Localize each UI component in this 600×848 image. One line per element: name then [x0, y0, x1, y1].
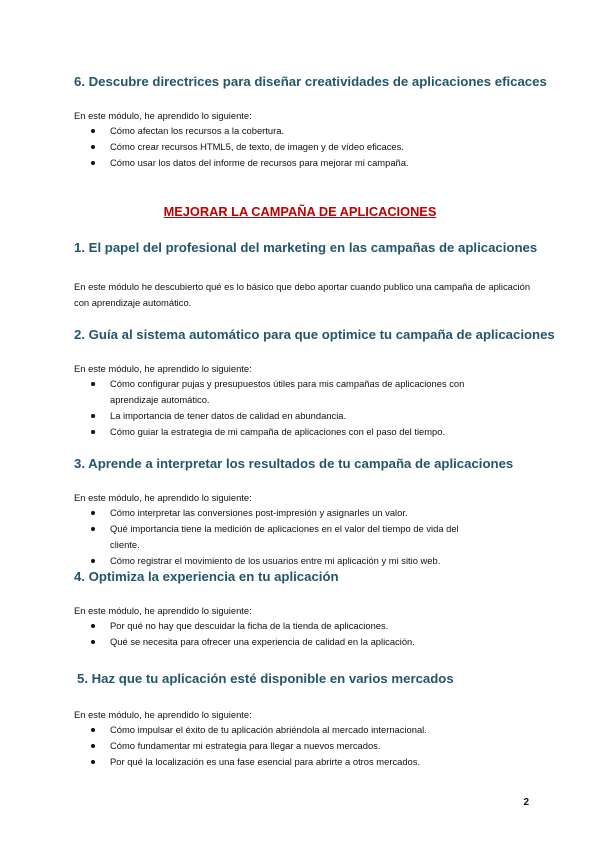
bullet-icon [91, 430, 95, 434]
list-item: Cómo impulsar el éxito de tu aplicación abriéndola al mercado internacional. [0, 722, 490, 738]
bullet-icon [91, 744, 95, 748]
bullet-icon [91, 760, 95, 764]
list-item: Cómo usar los datos del informe de recursos para mejorar mi campaña. [0, 155, 490, 171]
list-item: Qué se necesita para ofrecer una experiencia de calidad en la aplicación. [0, 634, 490, 650]
section-4-intro: En este módulo, he aprendido lo siguiente: [74, 605, 252, 616]
page-number: 2 [523, 797, 529, 808]
section-6-heading: 6. Descubre directrices para diseñar creatividades de aplicaciones eficaces [74, 74, 547, 89]
bullet-icon [91, 640, 95, 644]
bullet-icon [91, 145, 95, 149]
list-item: Por qué no hay que descuidar la ficha de la tienda de aplicaciones. [0, 618, 490, 634]
bullet-icon [91, 382, 95, 386]
bullet-icon [91, 624, 95, 628]
list-item: Qué importancia tiene la medición de aplicaciones en el valor del tiempo de vida del cliente. [0, 521, 490, 553]
section-2-heading: 2. Guía al sistema automático para que optimice tu campaña de aplicaciones [74, 327, 555, 342]
section-1-paragraph: En este módulo he descubierto qué es lo básico que debo aportar cuando publico una campaña de aplicación con aprendizaje automático. [74, 281, 531, 308]
bullet-icon [91, 527, 95, 531]
list-item: La importancia de tener datos de calidad en abundancia. [0, 408, 490, 424]
list-item: Por qué la localización es una fase esencial para abrirte a otros mercados. [0, 754, 490, 770]
section-5-heading: 5. Haz que tu aplicación esté disponible en varios mercados [77, 671, 454, 686]
section-3-intro: En este módulo, he aprendido lo siguiente: [74, 492, 252, 503]
section-2-list [0, 376, 490, 440]
section-4-list [0, 618, 490, 650]
section-4-heading: 4. Optimiza la experiencia en tu aplicación [74, 569, 339, 584]
list-item: Cómo fundamentar mi estrategia para llegar a nuevos mercados. [0, 738, 490, 754]
list-item: Cómo guiar la estrategia de mi campaña de aplicaciones con el paso del tiempo. [0, 424, 490, 440]
section-6-intro: En este módulo, he aprendido lo siguiente: [74, 110, 252, 121]
list-item: Cómo registrar el movimiento de los usuarios entre mi aplicación y mi sitio web. [0, 553, 490, 569]
list-item: Cómo configurar pujas y presupuestos útiles para mis campañas de aplicaciones con aprendizaje automático. [0, 376, 490, 408]
list-item: Cómo interpretar las conversiones post-impresión y asignarles un valor. [0, 505, 490, 521]
section-6-list [0, 123, 490, 171]
bullet-icon [91, 511, 95, 515]
bullet-icon [91, 161, 95, 165]
bullet-icon [91, 129, 95, 133]
bullet-icon [91, 559, 95, 563]
list-item: Cómo crear recursos HTML5, de texto, de imagen y de vídeo eficaces. [0, 139, 490, 155]
main-heading: MEJORAR LA CAMPAÑA DE APLICACIONES [163, 204, 437, 219]
list-item: Cómo afectan los recursos a la cobertura. [0, 123, 490, 139]
section-2-intro: En este módulo, he aprendido lo siguiente: [74, 363, 252, 374]
section-5-intro: En este módulo, he aprendido lo siguiente: [74, 709, 252, 720]
section-3-list [0, 505, 490, 569]
section-3-heading: 3. Aprende a interpretar los resultados de tu campaña de aplicaciones [74, 456, 514, 471]
bullet-icon [91, 414, 95, 418]
bullet-icon [91, 728, 95, 732]
section-1-heading: 1. El papel del profesional del marketing en las campañas de aplicaciones [74, 240, 538, 255]
section-5-list [0, 722, 490, 770]
